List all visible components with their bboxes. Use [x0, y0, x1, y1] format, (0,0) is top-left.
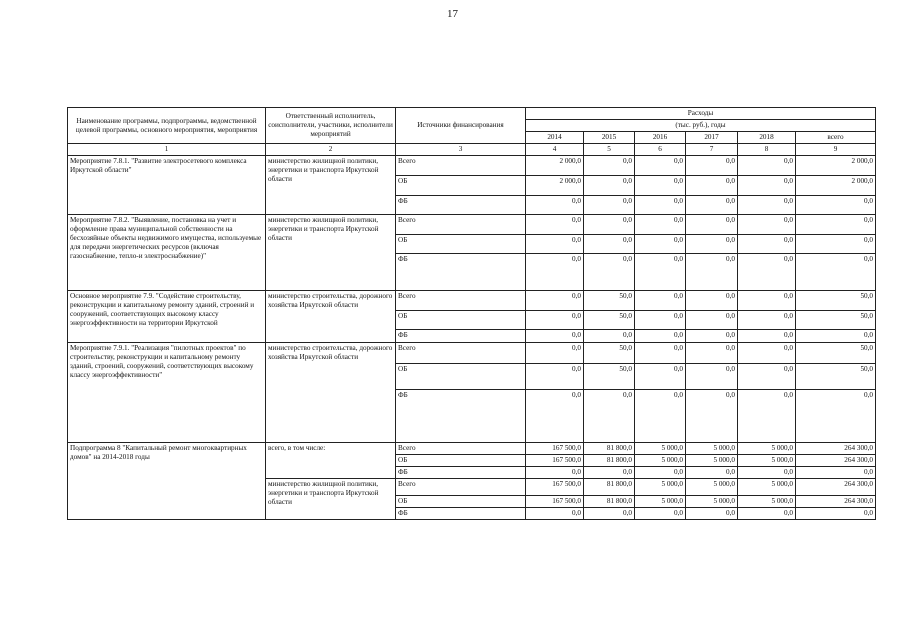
value-cell: 0,0 [686, 215, 738, 235]
value-cell: 0,0 [584, 215, 635, 235]
value-cell: 5 000,0 [738, 455, 796, 467]
column-number-6: 6 [635, 144, 686, 156]
measure-name: Мероприятие 7.8.2. "Выявление, постановка на учет и оформление права муниципальной собственности на бесхозяйные объекты недвижимого имущества, используемые для передачи энергетических ресурсов (включая газоснабжение, тепло-и электроснабжение)" [68, 215, 266, 291]
year-header-3: 2017 [686, 132, 738, 144]
funding-source: ОБ [396, 364, 526, 390]
table-row [68, 343, 876, 364]
value-cell: 5 000,0 [738, 496, 796, 508]
column-number-4: 4 [526, 144, 584, 156]
column-number-5: 5 [584, 144, 635, 156]
page-number: 17 [447, 8, 458, 20]
value-cell: 0,0 [738, 508, 796, 520]
value-cell: 50,0 [796, 291, 876, 311]
value-cell: 5 000,0 [635, 455, 686, 467]
value-cell: 5 000,0 [686, 443, 738, 455]
value-cell: 0,0 [686, 508, 738, 520]
value-cell: 2 000,0 [796, 176, 876, 196]
executor-name: министерство строительства, дорожного хозяйства Иркутской области [266, 343, 396, 443]
column-number-8: 8 [738, 144, 796, 156]
funding-source: ФБ [396, 508, 526, 520]
year-header-0: 2014 [526, 132, 584, 144]
funding-source: ОБ [396, 496, 526, 508]
value-cell: 0,0 [796, 215, 876, 235]
value-cell: 0,0 [686, 343, 738, 364]
funding-source: ОБ [396, 176, 526, 196]
value-cell: 0,0 [526, 196, 584, 215]
value-cell: 50,0 [796, 364, 876, 390]
value-cell: 5 000,0 [686, 496, 738, 508]
funding-source: Всего [396, 479, 526, 496]
year-header-5: всего [796, 132, 876, 144]
value-cell: 0,0 [526, 291, 584, 311]
value-cell: 0,0 [635, 343, 686, 364]
value-cell: 0,0 [526, 311, 584, 330]
funding-source: ОБ [396, 311, 526, 330]
value-cell: 0,0 [738, 390, 796, 443]
value-cell: 2 000,0 [526, 156, 584, 176]
value-cell: 0,0 [584, 235, 635, 254]
funding-source: ФБ [396, 254, 526, 291]
measure-name: Мероприятие 7.9.1. "Реализация "пилотных проектов" по строительству, реконструкции и капитальному ремонту зданий, строений, сооружений, соответствующих высокому классу энергоэффективности" [68, 343, 266, 443]
table-row [68, 291, 876, 311]
header-name: Наименование программы, подпрограммы, ведомственной целевой программы, основного мероприятия, мероприятия [68, 108, 266, 144]
executor-name: министерство жилищной политики, энергетики и транспорта Иркутской области [266, 215, 396, 291]
value-cell: 5 000,0 [686, 479, 738, 496]
header-source: Источники финансирования [396, 108, 526, 144]
funding-source: ОБ [396, 455, 526, 467]
value-cell: 0,0 [686, 156, 738, 176]
year-header-1: 2015 [584, 132, 635, 144]
value-cell: 0,0 [796, 330, 876, 343]
value-cell: 0,0 [584, 156, 635, 176]
column-numbers-row [68, 144, 876, 156]
measure-name: Основное мероприятие 7.9. "Содействие строительству, реконструкции и капитальному ремонту зданий, строений и сооружений, соответствующих высокому классу энергоэффективности на территории Иркутской [68, 291, 266, 343]
value-cell: 0,0 [635, 467, 686, 479]
value-cell: 167 500,0 [526, 455, 584, 467]
value-cell: 0,0 [526, 467, 584, 479]
value-cell: 0,0 [526, 254, 584, 291]
value-cell: 0,0 [526, 330, 584, 343]
value-cell: 0,0 [686, 364, 738, 390]
value-cell: 0,0 [635, 156, 686, 176]
value-cell: 5 000,0 [635, 496, 686, 508]
funding-source: Всего [396, 156, 526, 176]
table-row [68, 443, 876, 455]
header-expenses: Расходы [526, 108, 876, 120]
value-cell: 0,0 [686, 330, 738, 343]
funding-source: Всего [396, 215, 526, 235]
value-cell: 81 800,0 [584, 455, 635, 467]
value-cell: 264 300,0 [796, 455, 876, 467]
column-number-7: 7 [686, 144, 738, 156]
value-cell: 0,0 [635, 330, 686, 343]
value-cell: 0,0 [635, 364, 686, 390]
table-body [68, 156, 876, 520]
value-cell: 0,0 [738, 254, 796, 291]
year-header-2: 2016 [635, 132, 686, 144]
executor-name: министерство жилищной политики, энергетики и транспорта Иркутской области [266, 156, 396, 215]
value-cell: 0,0 [635, 254, 686, 291]
value-cell: 0,0 [738, 364, 796, 390]
funding-source: ФБ [396, 196, 526, 215]
value-cell: 0,0 [796, 235, 876, 254]
value-cell: 81 800,0 [584, 443, 635, 455]
header-executor: Ответственный исполнитель, соисполнители, участники, исполнители мероприятий [266, 108, 396, 144]
value-cell: 264 300,0 [796, 496, 876, 508]
value-cell: 0,0 [686, 254, 738, 291]
column-number-1: 1 [68, 144, 266, 156]
value-cell: 0,0 [796, 390, 876, 443]
value-cell: 264 300,0 [796, 443, 876, 455]
value-cell: 0,0 [635, 508, 686, 520]
executor-ministry: министерство жилищной политики, энергетики и транспорта Иркутской области [266, 479, 396, 520]
value-cell: 50,0 [584, 311, 635, 330]
value-cell: 0,0 [526, 343, 584, 364]
value-cell: 0,0 [635, 390, 686, 443]
value-cell: 0,0 [635, 215, 686, 235]
value-cell: 0,0 [686, 291, 738, 311]
value-cell: 0,0 [526, 390, 584, 443]
value-cell: 0,0 [738, 196, 796, 215]
value-cell: 0,0 [686, 196, 738, 215]
value-cell: 0,0 [526, 215, 584, 235]
value-cell: 50,0 [584, 364, 635, 390]
year-header-4: 2018 [738, 132, 796, 144]
value-cell: 0,0 [738, 156, 796, 176]
value-cell: 5 000,0 [686, 455, 738, 467]
value-cell: 0,0 [796, 467, 876, 479]
column-number-2: 2 [266, 144, 396, 156]
executor-name: министерство строительства, дорожного хозяйства Иркутской области [266, 291, 396, 343]
subprogram-name: Подпрограмма 8 "Капитальный ремонт многоквартирных домов" на 2014-2018 годы [68, 443, 266, 520]
funding-source: ОБ [396, 235, 526, 254]
value-cell: 0,0 [796, 254, 876, 291]
value-cell: 0,0 [584, 390, 635, 443]
value-cell: 0,0 [738, 235, 796, 254]
value-cell: 0,0 [635, 176, 686, 196]
executor-total: всего, в том числе: [266, 443, 396, 479]
table-row [68, 215, 876, 235]
value-cell: 81 800,0 [584, 479, 635, 496]
value-cell: 0,0 [738, 330, 796, 343]
value-cell: 0,0 [584, 176, 635, 196]
funding-source: ФБ [396, 390, 526, 443]
funding-source: Всего [396, 343, 526, 364]
value-cell: 0,0 [526, 508, 584, 520]
value-cell: 0,0 [686, 235, 738, 254]
value-cell: 0,0 [738, 291, 796, 311]
value-cell: 0,0 [686, 311, 738, 330]
value-cell: 0,0 [635, 235, 686, 254]
budget-table [67, 107, 876, 520]
value-cell: 50,0 [796, 343, 876, 364]
header-units: (тыс. руб.), годы [526, 120, 876, 132]
value-cell: 50,0 [796, 311, 876, 330]
value-cell: 50,0 [584, 291, 635, 311]
value-cell: 0,0 [584, 330, 635, 343]
value-cell: 0,0 [635, 311, 686, 330]
value-cell: 2 000,0 [796, 156, 876, 176]
value-cell: 0,0 [738, 343, 796, 364]
value-cell: 0,0 [738, 467, 796, 479]
value-cell: 81 800,0 [584, 496, 635, 508]
value-cell: 0,0 [584, 467, 635, 479]
measure-name: Мероприятие 7.8.1. "Развитие электросетевого комплекса Иркутской области" [68, 156, 266, 215]
value-cell: 5 000,0 [635, 479, 686, 496]
value-cell: 0,0 [686, 467, 738, 479]
table-row [68, 156, 876, 176]
value-cell: 0,0 [584, 508, 635, 520]
value-cell: 0,0 [738, 215, 796, 235]
value-cell: 0,0 [635, 196, 686, 215]
value-cell: 0,0 [738, 311, 796, 330]
value-cell: 5 000,0 [635, 443, 686, 455]
value-cell: 264 300,0 [796, 479, 876, 496]
funding-source: Всего [396, 443, 526, 455]
value-cell: 0,0 [796, 508, 876, 520]
value-cell: 0,0 [635, 291, 686, 311]
value-cell: 0,0 [584, 254, 635, 291]
funding-source: ФБ [396, 330, 526, 343]
value-cell: 167 500,0 [526, 496, 584, 508]
value-cell: 2 000,0 [526, 176, 584, 196]
value-cell: 5 000,0 [738, 479, 796, 496]
value-cell: 5 000,0 [738, 443, 796, 455]
column-number-3: 3 [396, 144, 526, 156]
value-cell: 0,0 [686, 176, 738, 196]
funding-source: ФБ [396, 467, 526, 479]
value-cell: 167 500,0 [526, 479, 584, 496]
value-cell: 0,0 [526, 364, 584, 390]
value-cell: 0,0 [526, 235, 584, 254]
value-cell: 0,0 [738, 176, 796, 196]
funding-source: Всего [396, 291, 526, 311]
value-cell: 0,0 [686, 390, 738, 443]
column-number-9: 9 [796, 144, 876, 156]
value-cell: 167 500,0 [526, 443, 584, 455]
value-cell: 50,0 [584, 343, 635, 364]
value-cell: 0,0 [584, 196, 635, 215]
value-cell: 0,0 [796, 196, 876, 215]
